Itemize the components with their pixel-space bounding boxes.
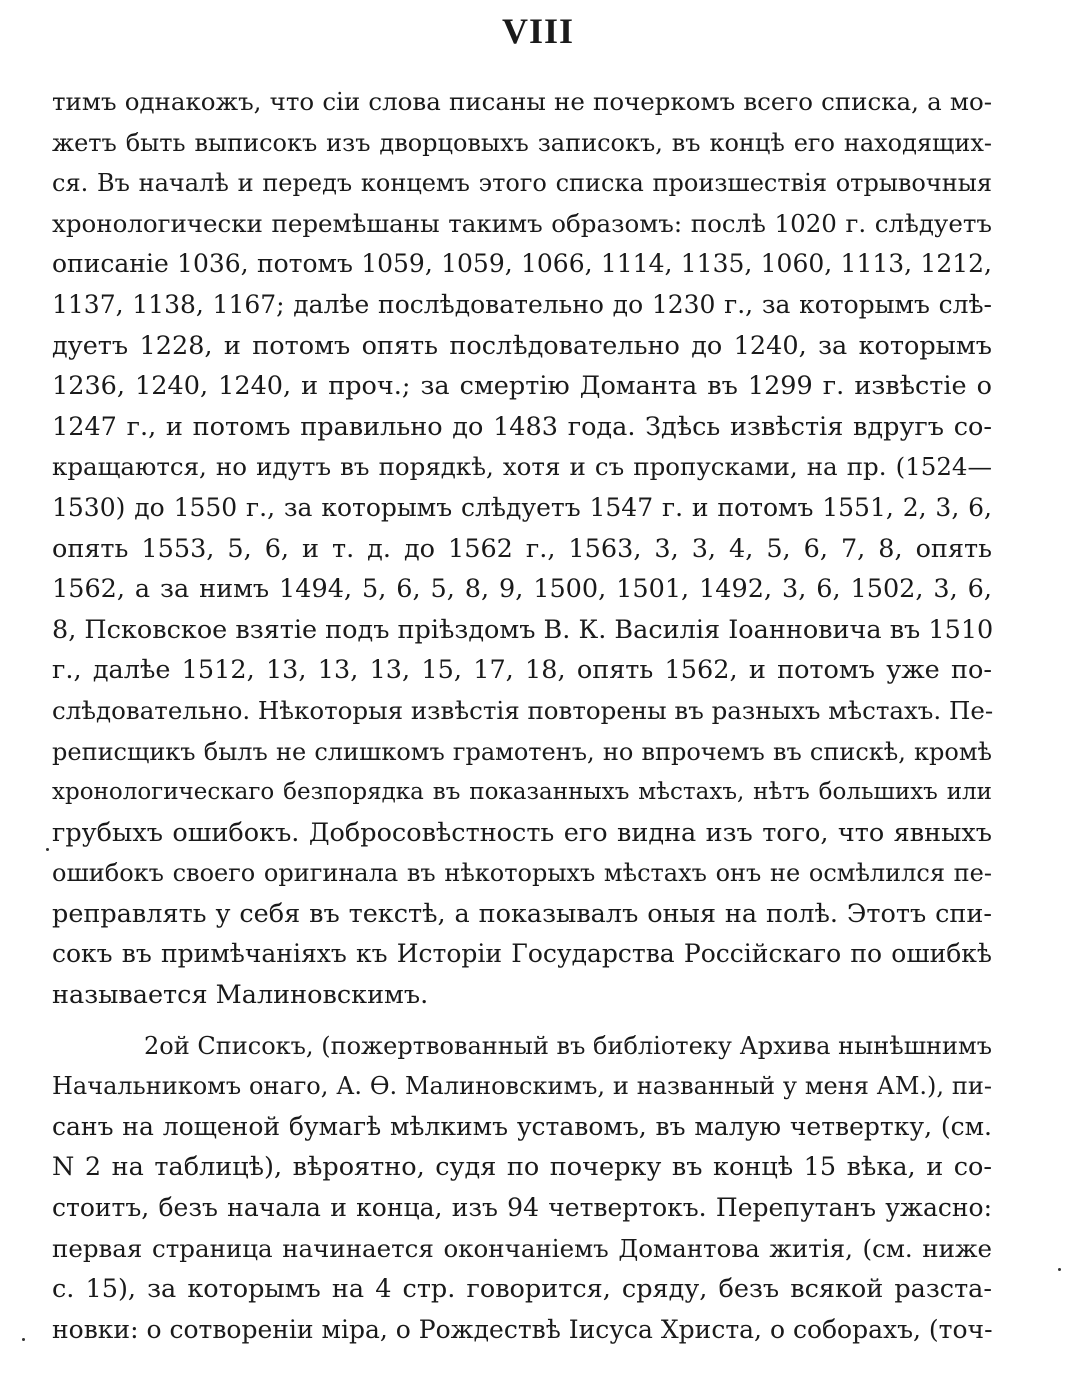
text-line: санъ на лощеной бумагѣ мѣлкимъ уставомъ, въ малую четвертку, (см. [52, 1111, 992, 1141]
text-line: ся. Въ началѣ и передъ концемъ этого списка произшествія отрывочныя [52, 169, 992, 198]
text-line: реправлять у себя въ текстѣ, а показывалъ оныя на полѣ. Этотъ спи- [52, 898, 992, 929]
text-line: 8, Псковское взятіе подъ пріѣздомъ В. К. Василія Іоанновича въ 1510 [52, 614, 994, 645]
text-line: дуетъ 1228, и потомъ опять послѣдовательно до 1240, за которымъ [52, 330, 992, 361]
scan-speck [22, 1338, 25, 1341]
text-line: грубыхъ ошибокъ. Добросовѣстность его видна изъ того, что явныхъ [52, 817, 992, 848]
text-line: опять 1553, 5, 6, и т. д. до 1562 г., 1563, 3, 3, 4, 5, 6, 7, 8, опять [52, 533, 992, 564]
text-line: ошибокъ своего оригинала въ нѣкоторыхъ мѣстахъ онъ не осмѣлился пе- [52, 859, 992, 888]
text-line: хронологическаго безпорядка въ показанныхъ мѣстахъ, нѣтъ большихъ или [52, 779, 992, 806]
text-line: г., далѣе 1512, 13, 13, 13, 15, 17, 18, опять 1562, и потомъ уже по- [52, 655, 992, 686]
text-line: новки: о сотвореніи міра, о Рождествѣ Іисуса Христа, о соборахъ, (точ- [52, 1314, 993, 1344]
text-line: слѣдовательно. Нѣкоторыя извѣстія повторены въ разныхъ мѣстахъ. Пе- [52, 695, 994, 725]
text-line: хронологически перемѣшаны такимъ образомъ: послѣ 1020 г. слѣдуетъ [52, 208, 992, 238]
text-line: первая страница начинается окончаніемъ Домантова житія, (см. ниже [52, 1233, 992, 1263]
text-line: называется Малиновскимъ. [52, 980, 429, 1011]
paragraph-gap [52, 1016, 992, 1026]
text-line: тимъ однакожъ, что сіи слова писаны не почеркомъ всего списка, а мо- [52, 87, 992, 116]
text-line: 2ой Списокъ, (пожертвованный въ библіотеку Архива нынѣшнимъ [144, 1031, 992, 1060]
text-line: стоитъ, безъ начала и конца, изъ 94 четвертокъ. Перепутанъ ужасно: [52, 1193, 992, 1223]
text-line: сокъ въ примѣчаніяхъ къ Исторіи Государства Россійскаго по ошибкѣ [52, 939, 992, 969]
text-line: 1530) до 1550 г., за которымъ слѣдуетъ 1547 г. и потомъ 1551, 2, 3, 6, [52, 492, 992, 522]
scan-speck [46, 848, 49, 851]
scan-speck [1058, 1268, 1061, 1271]
text-line: жетъ быть выписокъ изъ дворцовыхъ записокъ, въ концѣ его находящих- [52, 128, 992, 157]
text-line: Начальникомъ онаго, А. Ѳ. Малиновскимъ, и названный у меня АМ.), пи- [52, 1072, 992, 1101]
text-line: 1137, 1138, 1167; далѣе послѣдовательно до 1230 г., за которымъ слѣ- [52, 289, 992, 319]
page-number: VIII [501, 11, 575, 51]
text-line: с. 15), за которымъ на 4 стр. говорится, сряду, безъ всякой разста- [52, 1274, 992, 1305]
text-line: N 2 на таблицѣ), вѣроятно, судя по почерку въ концѣ 15 вѣка, и со- [52, 1152, 992, 1183]
text-line: 1236, 1240, 1240, и проч.; за смертію Доманта въ 1299 г. извѣстіе о [52, 371, 992, 402]
text-line: описаніе 1036, потомъ 1059, 1059, 1066, 1114, 1135, 1060, 1113, 1212, [52, 249, 992, 279]
text-line: реписщикъ былъ не слишкомъ грамотенъ, но впрочемъ въ спискѣ, кромѣ [52, 737, 992, 766]
text-line: 1247 г., и потомъ правильно до 1483 года. Здѣсь извѣстія вдругъ со- [52, 411, 992, 442]
text-line: 1562, а за нимъ 1494, 5, 6, 5, 8, 9, 1500, 1501, 1492, 3, 6, 1502, 3, 6, [52, 574, 992, 605]
text-line: кращаются, но идутъ въ порядкѣ, хотя и съ пропусками, на пр. (1524— [52, 452, 992, 482]
text-body [52, 82, 992, 1350]
